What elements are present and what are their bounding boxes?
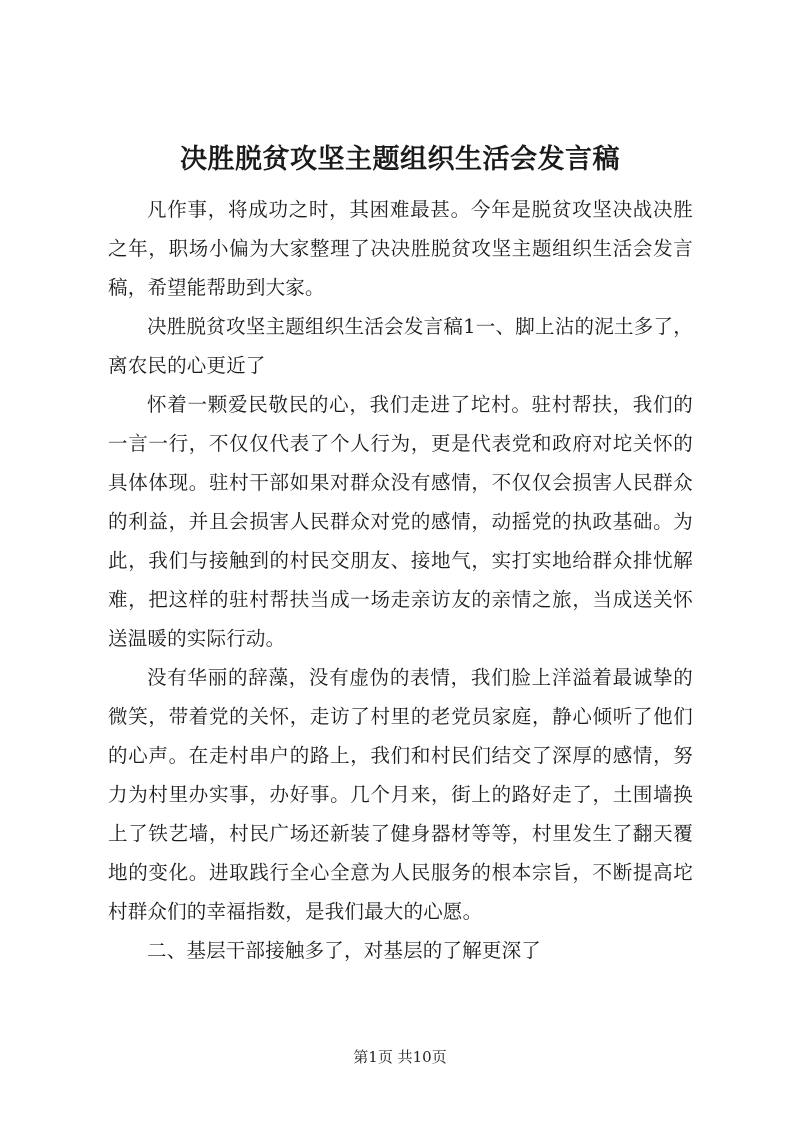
- document-title: 决胜脱贫攻坚主题组织生活会发言稿: [180, 144, 620, 175]
- paragraph-heading-2: 二、基层干部接触多了，对基层的了解更深了: [147, 939, 542, 962]
- paragraph-body-2: 没有华丽的辞藻，没有虚伪的表情，我们脸上洋溢着最诚挚的微笑，带着党的关怀，走访了村里的老党员家庭，静心倾听了他们的心声。在走村串户的路上，我们和村民们结交了深厚的感情，努力为村里办实事，办好事。几个月来，街上的路好走了，土围墙换上了铁艺墙，村民广场还新装了健身器材等等，村里发生了翻天覆地的变化。进取践行全心全意为人民服务的根本宗旨，不断提高坨村群众们的幸福指数，是我们最大的心愿。: [108, 666, 693, 923]
- paragraph-intro: 凡作事，将成功之时，其困难最甚。今年是脱贫攻坚决战决胜之年，职场小偏为大家整理了决决胜脱贫攻坚主题组织生活会发言稿，希望能帮助到大家。: [108, 198, 693, 299]
- page-footer: 第1页 共10页: [353, 1048, 447, 1066]
- document-body: [108, 190, 693, 970]
- paragraph-heading-1: 决胜脱贫攻坚主题组织生活会发言稿1一、脚上沾的泥土多了，离农民的心更近了: [108, 315, 693, 377]
- paragraph-body-1: 怀着一颗爱民敬民的心，我们走进了坨村。驻村帮扶，我们的一言一行，不仅仅代表了个人行为，更是代表党和政府对坨关怀的具体体现。驻村干部如果对群众没有感情，不仅仅会损害人民群众的利益，并且会损害人民群众对党的感情，动摇党的执政基础。为此，我们与接触到的村民交朋友、接地气，实打实地给群众排忧解难，把这样的驻村帮扶当成一场走亲访友的亲情之旅，当成送关怀送温暖的实际行动。: [108, 393, 693, 650]
